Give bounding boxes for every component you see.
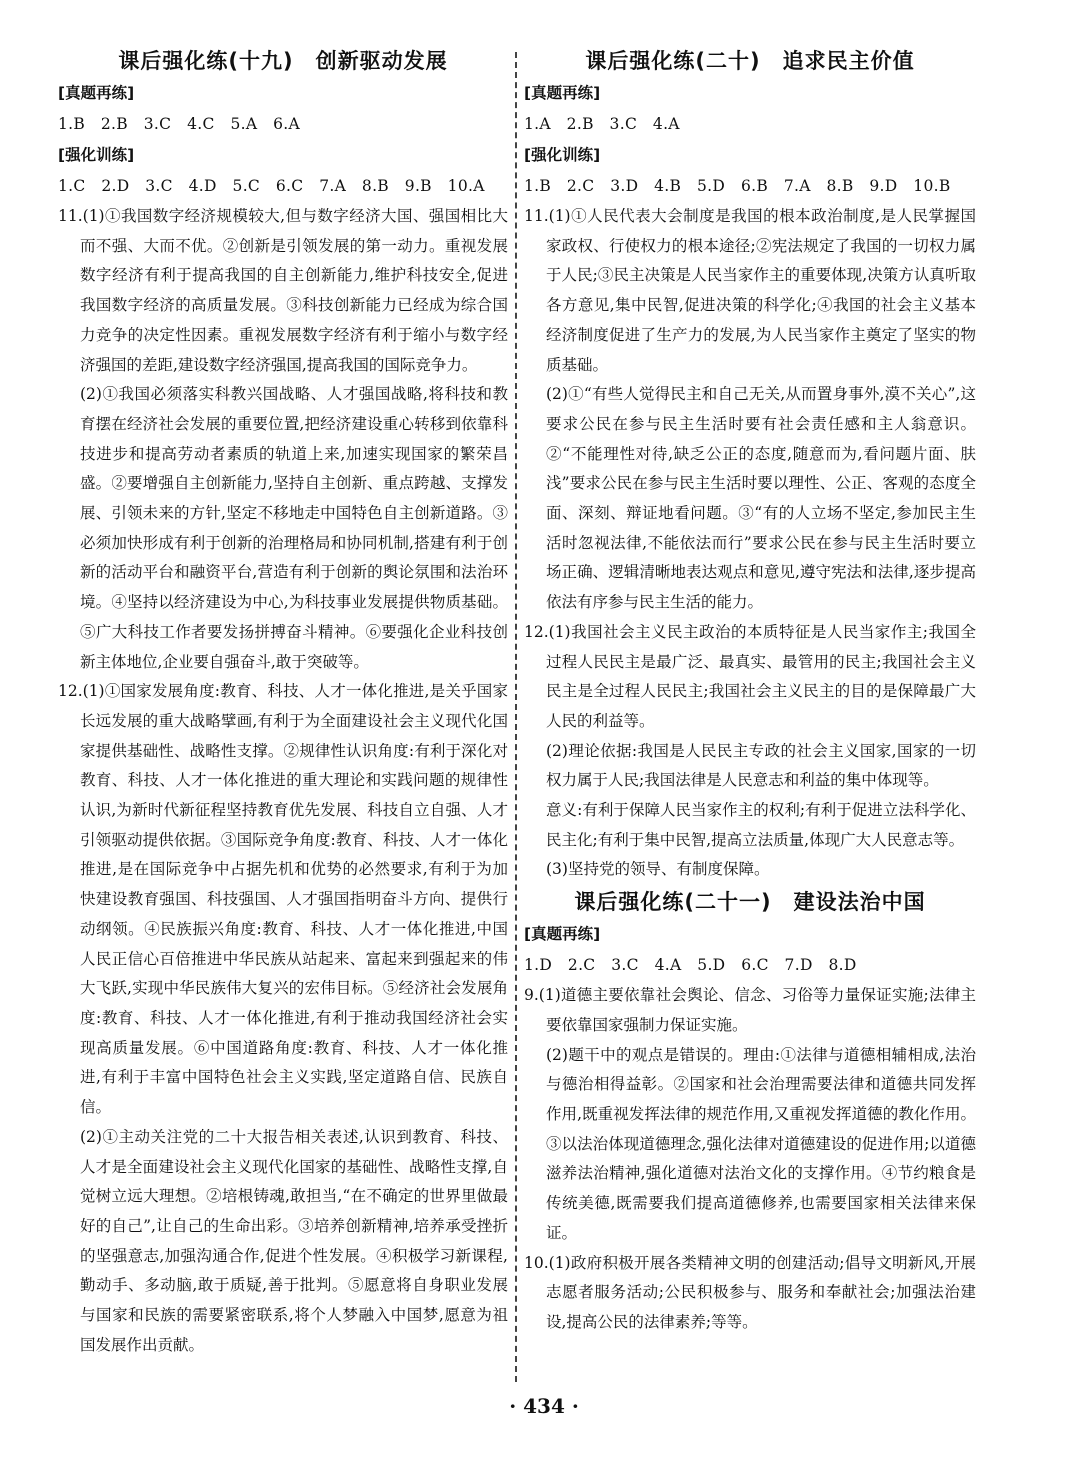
label-real-exam-2: [真题再练] xyxy=(524,925,601,944)
question-11-part-2: (2)①“有些人觉得民主和自己无关,从而置身事外,漠不关心”,这要求公民在参与民主生活时要有社会责任感和主人翁意识。②“不能理性对待,缺乏公正的态度,随意而为,看问题片面、肤浅”要求公民在参与民主生活时要以理性、公正、客观的态度全面、深刻、辩证地看问题。③“有的人立场不坚定,参加民主生活时忽视法律,不能依法而行”要求公民在参与民主生活时要立场正确、逻辑清晰地表达观点和意见,遵守宪法和法律,逐步提高依法有序参与民主生活的能力。 xyxy=(546,385,976,612)
page-number: · 434 · xyxy=(509,1394,579,1418)
question-12-part-2: (2)①主动关注党的二十大报告相关表述,认识到教育、科技、人才是全面建设社会主义现代化国家的基础性、战略性支撑,自觉树立远大理想。②培根铸魂,敢担当,“在不确定的世界里做最好的自己”,让自己的生命出彩。③培养创新精神,培养承受挫折的坚强意志,加强沟通合作,促进个性发展。④积极学习新课程,勤动手、多动脑,敢于质疑,善于批判。⑤愿意将自身职业发展与国家和民族的需要紧密联系,将个人梦融入中国梦,愿意为祖国发展作出贡献。 xyxy=(80,1127,508,1354)
answers-training: 1.C 2.D 3.C 4.D 5.C 6.C 7.A 8.B 9.B 10.A xyxy=(58,177,485,195)
question-12-part-3: (3)坚持党的领导、有制度保障。 xyxy=(546,860,770,879)
label-training: [强化训练] xyxy=(58,146,135,164)
question-9-part-1: 9.(1)道德主要依靠社会舆论、信念、习俗等力量保证实施;法律主要依靠国家强制力保证实施。 xyxy=(524,986,976,1034)
answers-real-exam: 1.B 2.B 3.C 4.C 5.A 6.A xyxy=(58,115,301,133)
question-12-part-2: (2)理论依据:我国是人民民主专政的社会主义国家,国家的一切权力属于人民;我国法律是人民意志和利益的集中体现等。 xyxy=(546,741,976,790)
section-title-19: 课后强化练(十九) 创新驱动发展 xyxy=(118,49,448,73)
left-column xyxy=(58,44,508,1360)
right-column xyxy=(524,44,976,1338)
question-10-part-1: 10.(1)政府积极开展各类精神文明的创建活动;倡导文明新风,开展志愿者服务活动;公民积极参与、服务和奉献社会;加强法治建设,提高公民的法律素养;等等。 xyxy=(524,1253,976,1331)
label-real-exam: [真题再练] xyxy=(524,84,601,102)
question-12-part-2-significance: 意义:有利于保障人民当家作主的权利;有利于促进立法科学化、民主化;有利于集中民智,提高立法质量,体现广大人民意志等。 xyxy=(546,801,976,849)
question-9-part-2: (2)题干中的观点是错误的。理由:①法律与道德相辅相成,法治与德治相得益彰。②国家和社会治理需要法律和道德共同发挥作用,既重视发挥法律的规范作用,又重视发挥道德的教化作用。③以法治体现道德理念,强化法律对道德建设的促进作用;以道德滋养法治精神,强化道德对法治文化的支撑作用。④节约粮食是传统美德,既需要我们提高道德修养,也需要国家相关法律来保证。 xyxy=(546,1045,976,1242)
answers-real-exam-2: 1.D 2.C 3.C 4.A 5.D 6.C 7.D 8.D xyxy=(524,956,857,975)
answers-training: 1.B 2.C 3.D 4.B 5.D 6.B 7.A 8.B 9.D 10.B xyxy=(524,177,951,195)
column-divider xyxy=(515,52,517,1382)
section-title-21: 课后强化练(二十一) 建设法治中国 xyxy=(574,890,926,915)
label-real-exam: [真题再练] xyxy=(58,84,135,102)
label-training: [强化训练] xyxy=(524,146,601,164)
question-11-part-1: 11.(1)①人民代表大会制度是我国的根本政治制度,是人民掌握国家政权、行使权力的根本途径;②宪法规定了我国的一切权力属于人民;③民主决策是人民当家作主的重要体现,决策方认真听取各方意见,集中民智,促进决策的科学化;④我国的社会主义基本经济制度促进了生产力的发展,为人民当家作主奠定了坚实的物质基础。 xyxy=(524,207,976,374)
answers-real-exam: 1.A 2.B 3.C 4.A xyxy=(524,115,680,133)
question-12-part-1: 12.(1)我国社会主义民主政治的本质特征是人民当家作主;我国全过程人民民主是最广泛、最真实、最管用的民主;我国社会主义民主是全过程人民民主;我国社会主义民主的目的是保障最广大人民的利益等。 xyxy=(524,622,976,730)
question-11-part-2: (2)①我国必须落实科教兴国战略、人才强国战略,将科技和教育摆在经济社会发展的重要位置,把经济建设重心转移到依靠科技进步和提高劳动者素质的轨道上来,加速实现国家的繁荣昌盛。②要增强自主创新能力,坚持自主创新、重点跨越、支撑发展、引领未来的方针,坚定不移地走中国特色自主创新道路。③必须加快形成有利于创新的治理格局和协同机制,搭建有利于创新的活动平台和融资平台,营造有利于创新的舆论氛围和法治环境。④坚持以经济建设为中心,为科技事业发展提供物质基础。⑤广大科技工作者要发扬拼搏奋斗精神。⑥要强化企业科技创新主体地位,企业要自强奋斗,敢于突破等。 xyxy=(80,385,508,671)
question-11-part-1: 11.(1)①我国数字经济规模较大,但与数字经济大国、强国相比大而不强、大而不优。②创新是引领发展的第一动力。重视发展数字经济有利于提高我国的自主创新能力,维护科技安全,促进我国数字经济的高质量发展。③科技创新能力已经成为综合国力竞争的决定性因素。重视发展数字经济有利于缩小与数字经济强国的差距,建设数字经济强国,提高我国的国际竞争力。 xyxy=(58,207,508,374)
question-12-part-1: 12.(1)①国家发展角度:教育、科技、人才一体化推进,是关乎国家长远发展的重大战略擘画,有利于为全面建设社会主义现代化国家提供基础性、战略性支撑。②规律性认识角度:有利于深化对教育、科技、人才一体化推进的重大理论和实践问题的规律性认识,为新时代新征程坚持教育优先发展、科技自立自强、人才引领驱动提供依据。③国际竞争角度:教育、科技、人才一体化推进,是在国际竞争中占据先机和优势的必然要求,有利于为加快建设教育强国、科技强国、人才强国指明奋斗方向、提供行动纲领。④民族振兴角度:教育、科技、人才一体化推进,中国人民正信心百倍推进中华民族从站起来、富起来到强起来的伟大飞跃,实现中华民族伟大复兴的宏伟目标。⑤经济社会发展角度:教育、科技、人才一体化推进,有利于推动我国经济社会实现高质量发展。⑥中国道路角度:教育、科技、人才一体化推进,有利于丰富中国特色社会主义实践,坚定道路自信、民族自信。 xyxy=(58,682,508,1117)
section-title-20: 课后强化练(二十) 追求民主价值 xyxy=(585,49,915,73)
